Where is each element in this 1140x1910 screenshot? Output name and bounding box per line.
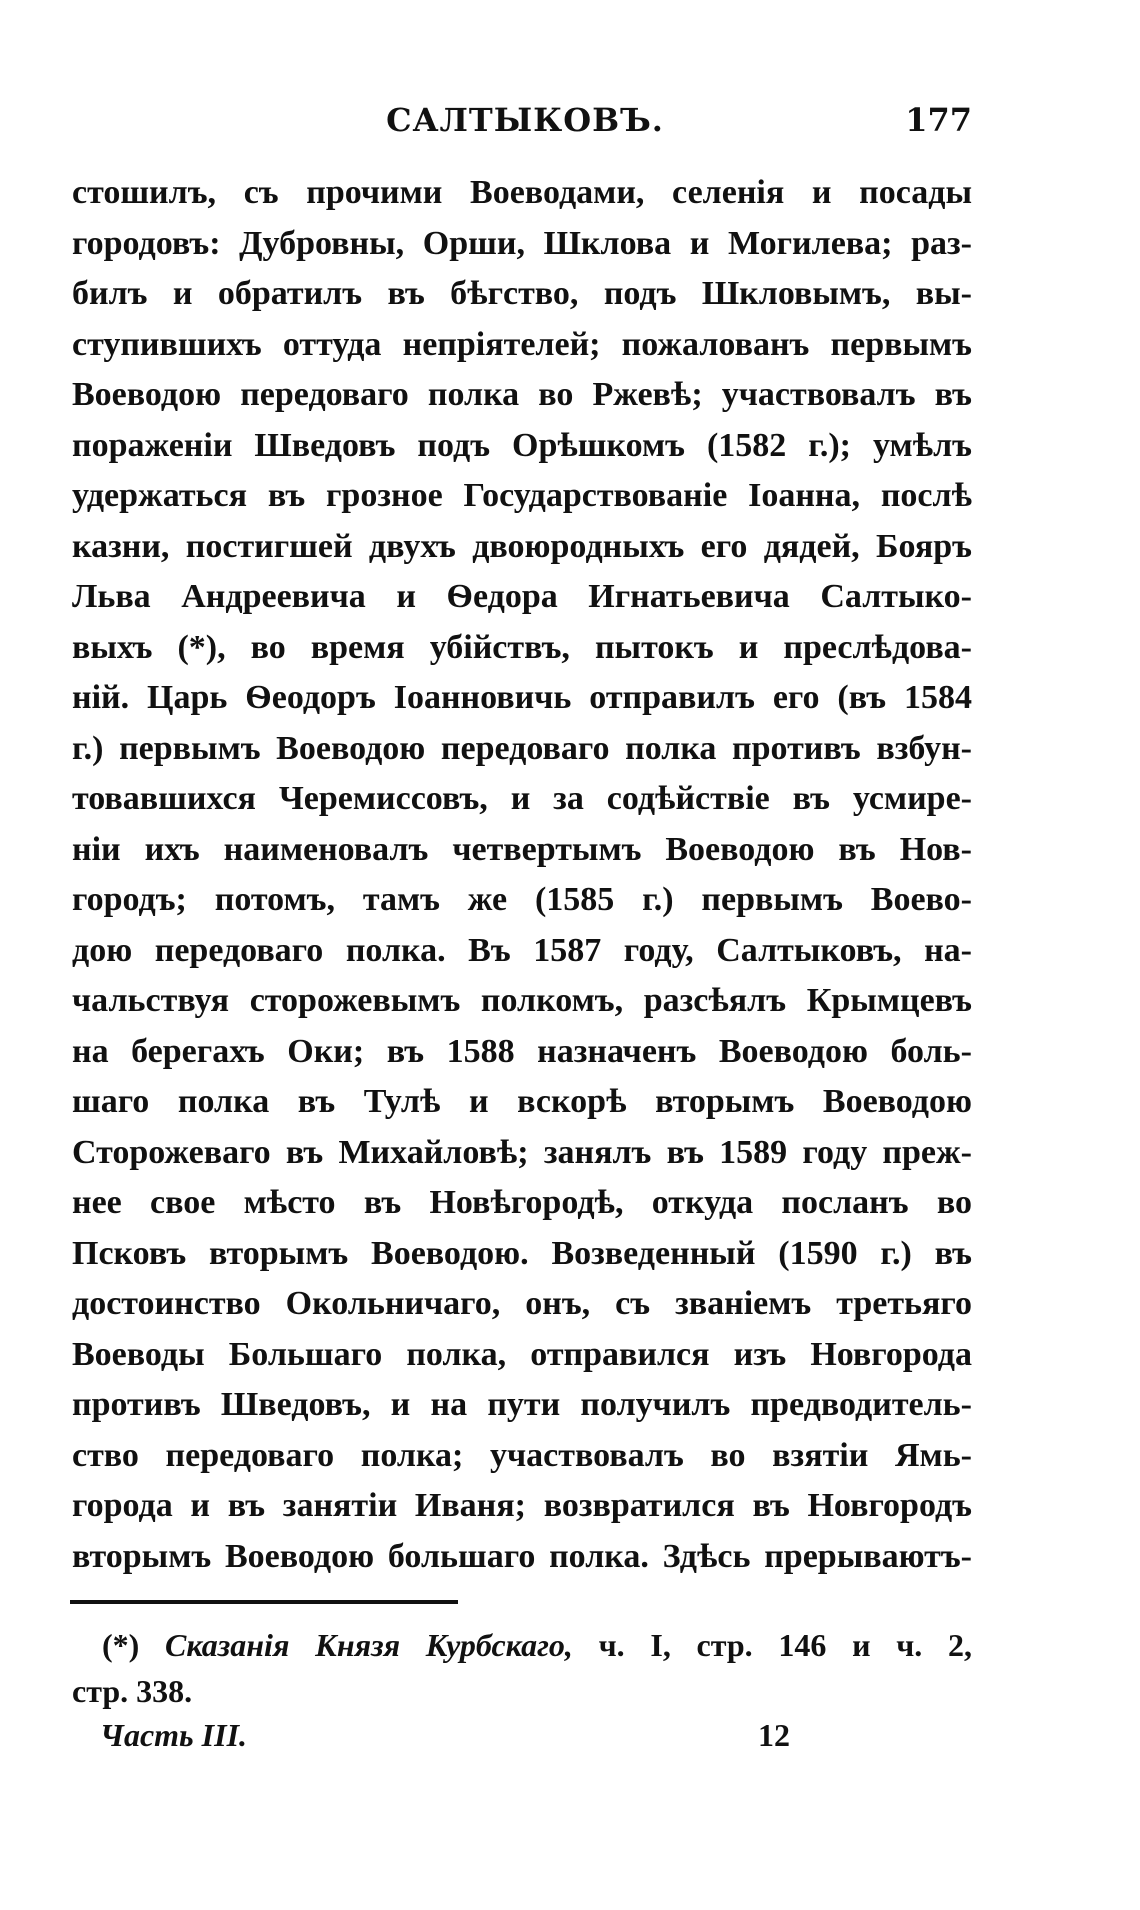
text-line: шаго полка въ Тулѣ и вскорѣ вторымъ Воеводою xyxy=(72,1083,972,1120)
text-line: выхъ (*), во время убійствъ, пытокъ и преслѣдова- xyxy=(72,628,972,666)
text-line: г.) первымъ Воеводою передоваго полка противъ взбун- xyxy=(72,729,972,767)
signature-line xyxy=(100,1712,900,1758)
text-line: товавшихся Черемиссовъ, и за содѣйствіе въ усмире- xyxy=(72,780,972,817)
footnote-source-title: Сказанія Князя Курбскаго, xyxy=(165,1627,573,1663)
text-line: Псковъ вторымъ Воеводою. Возведенный (1590 г.) въ xyxy=(72,1234,972,1272)
footnote-rule xyxy=(70,1600,458,1604)
footnote-marker: (*) xyxy=(102,1627,140,1663)
page-number: 177 xyxy=(905,101,972,139)
text-line: ство передоваго полка; участвовалъ во взятіи Ямь- xyxy=(72,1436,972,1474)
text-line: билъ и обратилъ въ бѣгство, подъ Шкловымъ, вы- xyxy=(72,275,972,312)
footnote-line xyxy=(72,1622,972,1668)
text-line: Воеводы Большаго полка, отправился изъ Новгорода xyxy=(72,1335,972,1373)
text-line: Сторожеваго въ Михайловѣ; занялъ въ 1589 году преж- xyxy=(72,1133,972,1171)
text-line: нее свое мѣсто въ Новѣгородѣ, откуда посланъ во xyxy=(72,1184,972,1221)
text-line: ній. Царь Ѳеодоръ Іоанновичь отправилъ его (въ 1584 xyxy=(72,679,972,716)
running-head xyxy=(70,100,980,140)
text-line: городъ; потомъ, тамъ же (1585 г.) первымъ Воево- xyxy=(72,881,972,918)
text-line: вторымъ Воеводою большаго полка. Здѣсь прерываютъ- xyxy=(72,1537,972,1575)
body-text xyxy=(72,168,972,1582)
text-line: дою передоваго полка. Въ 1587 году, Салтыковъ, на- xyxy=(72,931,972,969)
volume-signature: Часть III. xyxy=(100,1717,248,1753)
text-line: на берегахъ Оки; въ 1588 назначенъ Воеводою боль- xyxy=(72,1032,972,1070)
signature-number: 12 xyxy=(758,1717,790,1753)
text-line: чальствуя сторожевымъ полкомъ, разсѣялъ Крымцевъ xyxy=(72,982,972,1019)
text-line: достоинство Окольничаго, онъ, съ званіемъ третьяго xyxy=(72,1285,972,1322)
text-line: ніи ихъ наименовалъ четвертымъ Воеводою въ Нов- xyxy=(72,830,972,868)
footnote-line-2: стр. 338. xyxy=(72,1673,193,1709)
text-line: удержаться въ грозное Государствованіе Іоанна, послѣ xyxy=(72,477,972,514)
text-line: ступившихъ оттуда непріятелей; пожалованъ первымъ xyxy=(72,325,972,363)
running-title: САЛТЫКОВЪ. xyxy=(386,101,664,139)
footnote xyxy=(72,1622,972,1714)
text-line: стошилъ, съ прочими Воеводами, селенія и посады xyxy=(72,174,972,211)
footnote-reference: ч. I, стр. 146 и ч. 2, xyxy=(598,1627,972,1663)
text-line: казни, постигшей двухъ двоюродныхъ его дядей, Бояръ xyxy=(72,527,972,565)
text-line: пораженіи Шведовъ подъ Орѣшкомъ (1582 г.); умѣлъ xyxy=(72,426,972,464)
text-line: противъ Шведовъ, и на пути получилъ предводитель- xyxy=(72,1386,972,1423)
text-line: Воеводою передоваго полка во Ржевѣ; участвовалъ въ xyxy=(72,376,972,413)
text-line: Льва Андреевича и Ѳедора Игнатьевича Салтыко- xyxy=(72,578,972,615)
text-line: города и въ занятіи Иваня; возвратился въ Новгородъ xyxy=(72,1487,972,1524)
text-line: городовъ: Дубровны, Орши, Шклова и Могилева; раз- xyxy=(72,224,972,262)
